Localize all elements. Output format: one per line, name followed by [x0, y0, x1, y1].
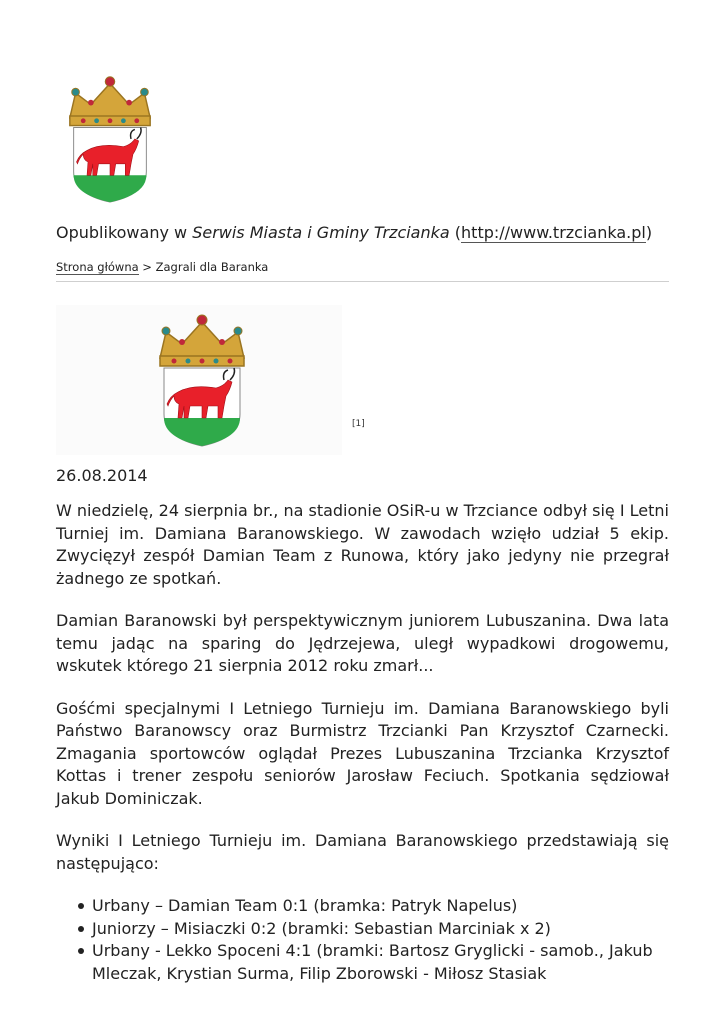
published-prefix: Opublikowany w [56, 223, 193, 242]
list-item: Juniorzy – Misiaczki 0:2 (bramki: Sebastian Marciniak x 2) [92, 918, 669, 941]
paragraph: Wyniki I Letniego Turnieju im. Damiana Baranowskiego przedstawiają się następująco: [56, 831, 669, 873]
published-in [56, 222, 652, 244]
divider [56, 281, 669, 282]
coat-of-arms-logo [62, 72, 158, 204]
paragraph: Damian Baranowski był perspektywicznym juniorem Lubuszanina. Dwa lata temu jadąc na sparing do Jędrzejewa, uległ wypadkowi drogowemu, wskutek którego 21 sierpnia 2012 roku zmarł... [56, 611, 669, 675]
breadcrumb-home-link[interactable]: Strona główna [56, 260, 139, 274]
url-open: ( [449, 223, 462, 242]
breadcrumb-current: Zagrali dla Baranka [155, 260, 269, 274]
article-image-coat-of-arms [152, 310, 252, 448]
site-name: Serwis Miasta i Gminy Trzcianka [192, 223, 450, 242]
url-close: ) [645, 223, 653, 242]
article-body [56, 500, 669, 985]
breadcrumb [56, 259, 268, 275]
site-url-link[interactable]: http://www.trzcianka.pl [461, 223, 646, 242]
article-date: 26.08.2014 [56, 466, 148, 485]
list-item: Urbany – Damian Team 0:1 (bramka: Patryk Napelus) [92, 895, 669, 918]
results-list [56, 895, 669, 985]
image-footnote-ref: [1] [352, 419, 365, 429]
paragraph: W niedzielę, 24 sierpnia br., na stadionie OSiR-u w Trzciance odbył się I Letni Turniej im. Damiana Baranowskiego. W zawodach wzięło udział 5 ekip. Zwycięzył zespół Damian Team z Runowa, który jako jedyny nie przegrał żadnego ze spotkań. [56, 501, 669, 588]
paragraph: Gośćmi specjalnymi I Letniego Turnieju im. Damiana Baranowskiego byli Państwo Baranowscy oraz Burmistrz Trzcianki Pan Krzysztof Czarnecki. Zmagania sportowców oglądał Prezes Lubuszanina Trzcianka Krzysztof Kottas i trener zespołu seniorów Jarosław Feciuch. Spotkania sędziował Jakub Dominiczak. [56, 698, 669, 808]
breadcrumb-separator: > [138, 260, 156, 274]
list-item: Urbany - Lekko Spoceni 4:1 (bramki: Bartosz Gryglicki - samob., Jakub Mleczak, Krystian Surma, Filip Zborowski - Miłosz Stasiak [92, 940, 669, 985]
